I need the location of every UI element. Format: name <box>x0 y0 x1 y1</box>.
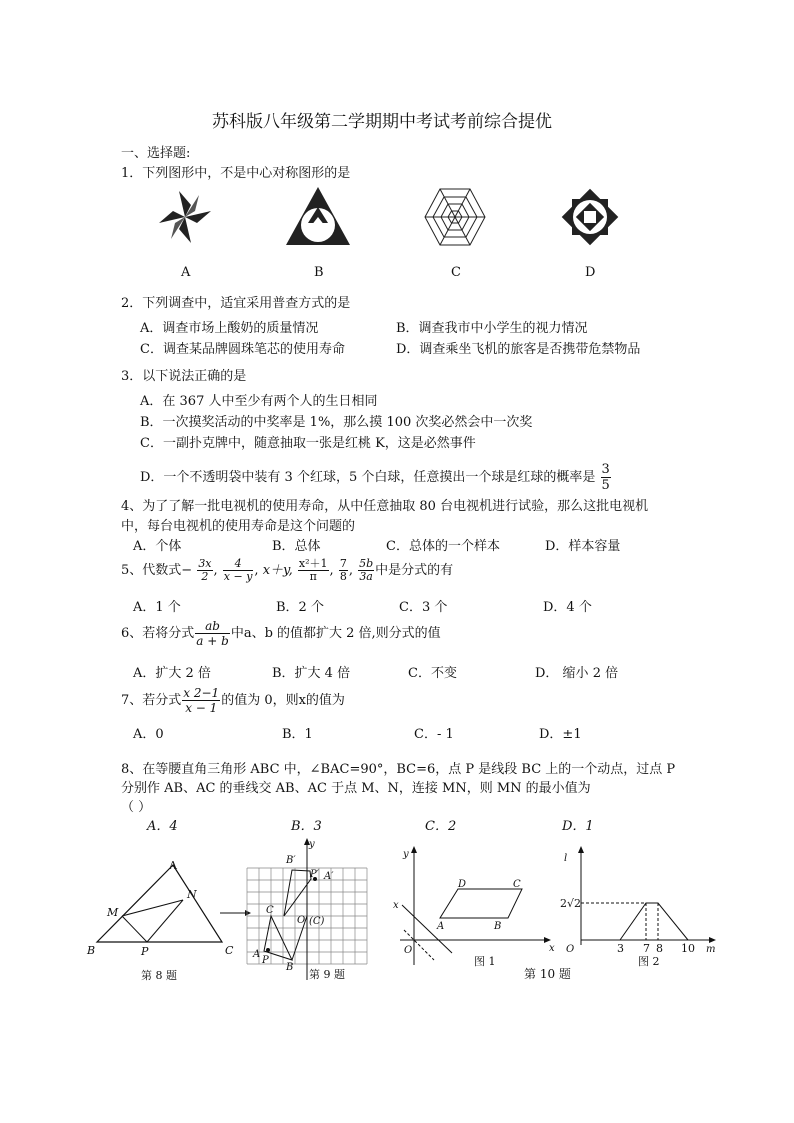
fig10b-label-l: l <box>564 853 568 864</box>
fraction-denominator: x − y <box>223 570 253 583</box>
fig10a-label-x2: x <box>393 900 399 911</box>
q8-option-c: C．2 <box>425 819 457 834</box>
q8-option-a: A．4 <box>147 819 178 834</box>
q8-stem-line2: 分别作 AB、AC 的垂线交 AB、AC 于点 M、N，连接 MN，则 MN 的最小值为 <box>121 781 591 796</box>
q1-label-a: A <box>181 265 191 280</box>
q5-option-b: B．2 个 <box>276 600 324 615</box>
fig9-label-b: B <box>286 962 294 973</box>
figure-10-graph-1 <box>392 845 557 975</box>
figure-9 <box>220 835 390 985</box>
page-title: 苏科版八年级第二学期期中考试考前综合提优 <box>212 112 552 132</box>
q5-option-a: A．1 个 <box>133 600 181 615</box>
fig9-label-ap: A′ <box>324 871 334 882</box>
q4-option-c: C．总体的一个样本 <box>386 539 500 554</box>
triangle-figure-b <box>286 187 350 245</box>
fig8-label-c: C <box>225 944 234 957</box>
fig10b-caption: 图 2 <box>638 955 660 968</box>
q3-option-a: A．在 367 人中至少有两个人的生日相同 <box>140 394 378 409</box>
fig10a-label-c: C <box>513 879 521 890</box>
q5-fraction-5 <box>358 558 374 583</box>
fig8-label-p: P <box>141 945 149 958</box>
fig9-label-p: P <box>262 955 269 966</box>
q5-fraction-2 <box>223 558 254 583</box>
q7-fraction <box>182 686 220 715</box>
q4-option-b: B．总体 <box>272 539 321 554</box>
fig10a-label-y: y <box>403 849 409 860</box>
q5-expression: x＋y, <box>262 563 293 578</box>
fraction-numerator: x 2−1 <box>183 686 220 700</box>
fig9-label-pp: P′ <box>310 869 319 880</box>
q7-suffix: 的值为 0，则x的值为 <box>221 693 345 708</box>
q4-stem-line1: 4、为了了解一批电视机的使用寿命，从中任意抽取 80 台电视机进行试验，那么这批电视机 <box>121 499 649 514</box>
fraction-denominator: 3a <box>359 570 373 583</box>
q6-option-b: B．扩大 4 倍 <box>272 666 351 681</box>
q5-fraction-3 <box>298 558 329 583</box>
q4-option-d: D．样本容量 <box>545 539 621 554</box>
q7-option-c: C．- 1 <box>414 727 454 742</box>
fraction-numerator: 3x <box>198 557 212 570</box>
q7-option-a: A．0 <box>133 727 164 742</box>
fig9-label-y: y <box>309 839 315 850</box>
q1-label-d: D <box>585 265 596 280</box>
q3-option-d-text: D．一个不透明袋中装有 3 个红球，5 个白球，任意摸出一个球是红球的概率是 <box>140 470 596 485</box>
q2-option-d: D．调查乘坐飞机的旅客是否携带危禁物品 <box>396 342 641 357</box>
fig10b-tick-7: 7 <box>643 942 650 955</box>
q5-prefix: 5、代数式− <box>121 563 193 578</box>
fraction-denominator: 2 <box>201 570 209 583</box>
q3-fraction <box>601 462 611 493</box>
fraction-denominator: 8 <box>339 570 347 583</box>
q7-prefix: 7、若分式 <box>121 693 182 708</box>
fig9-caption: 第 9 题 <box>309 968 345 981</box>
fig10b-tick-3: 3 <box>617 942 624 955</box>
fraction-denominator: x − 1 <box>185 701 218 715</box>
q7-stem <box>121 686 345 716</box>
fig8-label-m: M <box>107 906 119 919</box>
fig10a-label-d: D <box>458 879 467 890</box>
pinwheel-figure-a <box>159 191 211 243</box>
q8-option-b: B．3 <box>291 819 322 834</box>
q4-stem-line2: 中，每台电视机的使用寿命是这个问题的 <box>121 519 356 534</box>
q2-option-a: A．调查市场上酸奶的质量情况 <box>140 321 319 336</box>
fraction-denominator: π <box>309 570 317 583</box>
figure-10-caption: 第 10 题 <box>524 967 571 981</box>
q6-option-c: C．不变 <box>408 666 457 681</box>
q7-option-b: B．1 <box>282 727 313 742</box>
q1-figures <box>150 185 630 255</box>
fig8-label-b: B <box>87 944 96 957</box>
q4-option-a: A．个体 <box>133 539 182 554</box>
fig10b-tick-8: 8 <box>656 942 663 955</box>
q1-label-b: B <box>314 265 324 280</box>
fig10a-label-x: x <box>549 943 555 954</box>
fraction-denominator: a + b <box>196 634 229 648</box>
q6-fraction <box>195 619 230 648</box>
section-heading: 一、选择题: <box>121 146 191 161</box>
q2-option-c: C．调查某品牌圆珠笔芯的使用寿命 <box>140 342 345 357</box>
q6-option-d: D． 缩小 2 倍 <box>535 666 619 681</box>
fraction-numerator: 7 <box>339 557 347 570</box>
q6-suffix: 中a、b 的值都扩大 2 倍,则分式的值 <box>230 626 441 641</box>
hexagon-figure-c <box>425 189 485 245</box>
figure-10-graph-2 <box>560 845 720 975</box>
fig9-label-cp: (C) <box>309 916 325 927</box>
q1-stem: 1．下列图形中，不是中心对称图形的是 <box>121 166 351 181</box>
q5-option-c: C．3 个 <box>399 600 448 615</box>
fraction-numerator: 3 <box>601 462 610 477</box>
fraction-numerator: 5b <box>359 557 374 570</box>
fig10b-tick-10: 10 <box>681 942 695 955</box>
q5-stem: 5、代数式− $\frac{3x}{2}$ , $\frac{4}{x - y}$ , x＋y, $\frac{\text{x²＋1}}{\pi}$ , $\frac{7}{8}$ , $\frac{5b}{3a}$ 中是分式的有 <box>121 557 454 583</box>
fig10a-caption: 图 1 <box>474 955 496 968</box>
fig10b-label-value: 2√2 <box>560 897 582 910</box>
fig8-label-a: A <box>169 859 177 872</box>
fig10a-label-o: O <box>404 945 413 956</box>
q8-stem-line3: （ ） <box>121 800 152 815</box>
fig10a-label-a: A <box>437 921 445 932</box>
q8-option-d: D．1 <box>562 819 594 834</box>
q3-stem: 3．以下说法正确的是 <box>121 369 247 384</box>
fig8-caption: 第 8 题 <box>141 969 177 982</box>
fraction-numerator: 4 <box>223 558 254 571</box>
q3-option-b: B．一次摸奖活动的中奖率是 1%，那么摸 100 次奖必然会中一次奖 <box>140 415 533 430</box>
q1-label-c: C <box>451 265 461 280</box>
q2-stem: 2．下列调查中，适宜采用普查方式的是 <box>121 296 351 311</box>
q6-prefix: 6、若将分式 <box>121 626 195 641</box>
fig10a-label-b: B <box>494 921 502 932</box>
figure-8 <box>85 855 234 985</box>
q3-option-c: C．一副扑克牌中，随意抽取一张是红桃 K，这是必然事件 <box>140 436 476 451</box>
q6-option-a: A．扩大 2 倍 <box>133 666 211 681</box>
fig9-label-a: A <box>253 949 261 960</box>
q5-fraction-4 <box>339 558 348 583</box>
fraction-denominator: 5 <box>601 478 610 493</box>
fig9-label-c: C <box>266 905 274 916</box>
star-figure-d <box>562 189 619 246</box>
fraction-numerator: ab <box>195 619 230 634</box>
fig9-label-o: O <box>297 915 306 926</box>
fraction-numerator: x²＋1 <box>298 557 328 570</box>
q8-stem-line1: 8、在等腰直角三角形 ABC 中，∠BAC=90°，BC=6，点 P 是线段 BC 上的一个动点，过点 P <box>121 762 676 777</box>
fig8-label-n: N <box>187 888 197 901</box>
q5-fraction-1 <box>197 558 212 583</box>
q6-stem <box>121 619 441 649</box>
q3-option-d <box>140 462 612 493</box>
q2-option-b: B．调查我市中小学生的视力情况 <box>396 321 588 336</box>
fig10b-label-o: O <box>566 944 575 955</box>
fig9-label-bp: B′ <box>286 855 296 866</box>
q5-suffix: 中是分式的有 <box>375 563 454 578</box>
fig10b-label-m: m <box>706 944 716 955</box>
q7-option-d: D．±1 <box>539 727 582 742</box>
q5-option-d: D．4 个 <box>543 600 592 615</box>
